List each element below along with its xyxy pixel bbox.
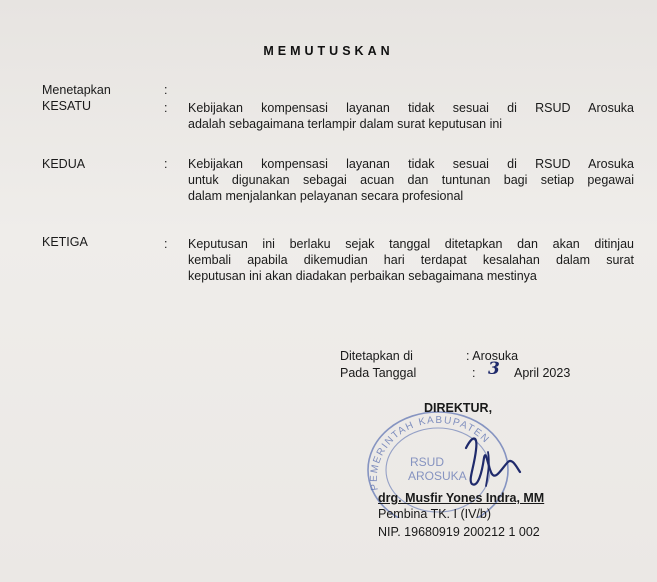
section-text xyxy=(188,100,634,132)
date-label: Pada Tanggal xyxy=(340,366,417,380)
menetapkan-colon: : xyxy=(164,83,168,97)
page-title: MEMUTUSKAN xyxy=(263,44,394,58)
section-colon: : xyxy=(164,237,168,251)
date-colon: : xyxy=(472,366,476,380)
date-rest: April 2023 xyxy=(514,366,571,380)
section-label: KEDUA xyxy=(42,157,86,171)
section-text xyxy=(188,156,634,204)
text-line: kembali apabila dikemudian hari terdapat kesalahan dalam surat xyxy=(188,253,634,267)
section-label: KESATU xyxy=(42,99,92,113)
text-line: keputusan ini akan diadakan perbaikan sebagaimana mestinya xyxy=(188,269,537,283)
text-line: adalah sebagaimana terlampir dalam surat keputusan ini xyxy=(188,117,503,131)
text-line: dalam menjalankan pelayanan secara profesional xyxy=(188,189,464,203)
section-text xyxy=(188,236,634,284)
handwritten-signature xyxy=(458,428,528,492)
section-colon: : xyxy=(164,157,168,171)
text-line: Kebijakan kompensasi layanan tidak sesuai di RSUD Arosuka xyxy=(188,101,634,115)
text-line: untuk digunakan sebagai acuan dan tuntunan bagi setiap pegawai xyxy=(188,173,634,187)
director-nip: NIP. 19680919 200212 1 002 xyxy=(378,525,540,539)
place-value: : Arosuka xyxy=(466,349,519,363)
director-rank: Pembina TK. I (IV/b) xyxy=(378,507,492,521)
stamp-ring-text: PEMERINTAH KABUPATEN xyxy=(368,414,492,492)
section-colon: : xyxy=(164,101,168,115)
stamp-text-rsud: RSUD xyxy=(410,455,445,469)
date-day-handwritten: 3 xyxy=(488,359,500,379)
place-label: Ditetapkan di xyxy=(340,349,413,363)
director-title: DIREKTUR, xyxy=(424,401,493,415)
director-name: drg. Musfir Yones Indra, MM xyxy=(378,491,545,505)
section-label: KETIGA xyxy=(42,235,88,249)
menetapkan-label: Menetapkan xyxy=(42,83,111,97)
text-line: Kebijakan kompensasi layanan tidak sesuai di RSUD Arosuka xyxy=(188,157,634,171)
stamp-text-arosuka: AROSUKA xyxy=(408,469,467,483)
text-line: Keputusan ini berlaku sejak tanggal ditetapkan dan akan ditinjau xyxy=(188,237,634,251)
